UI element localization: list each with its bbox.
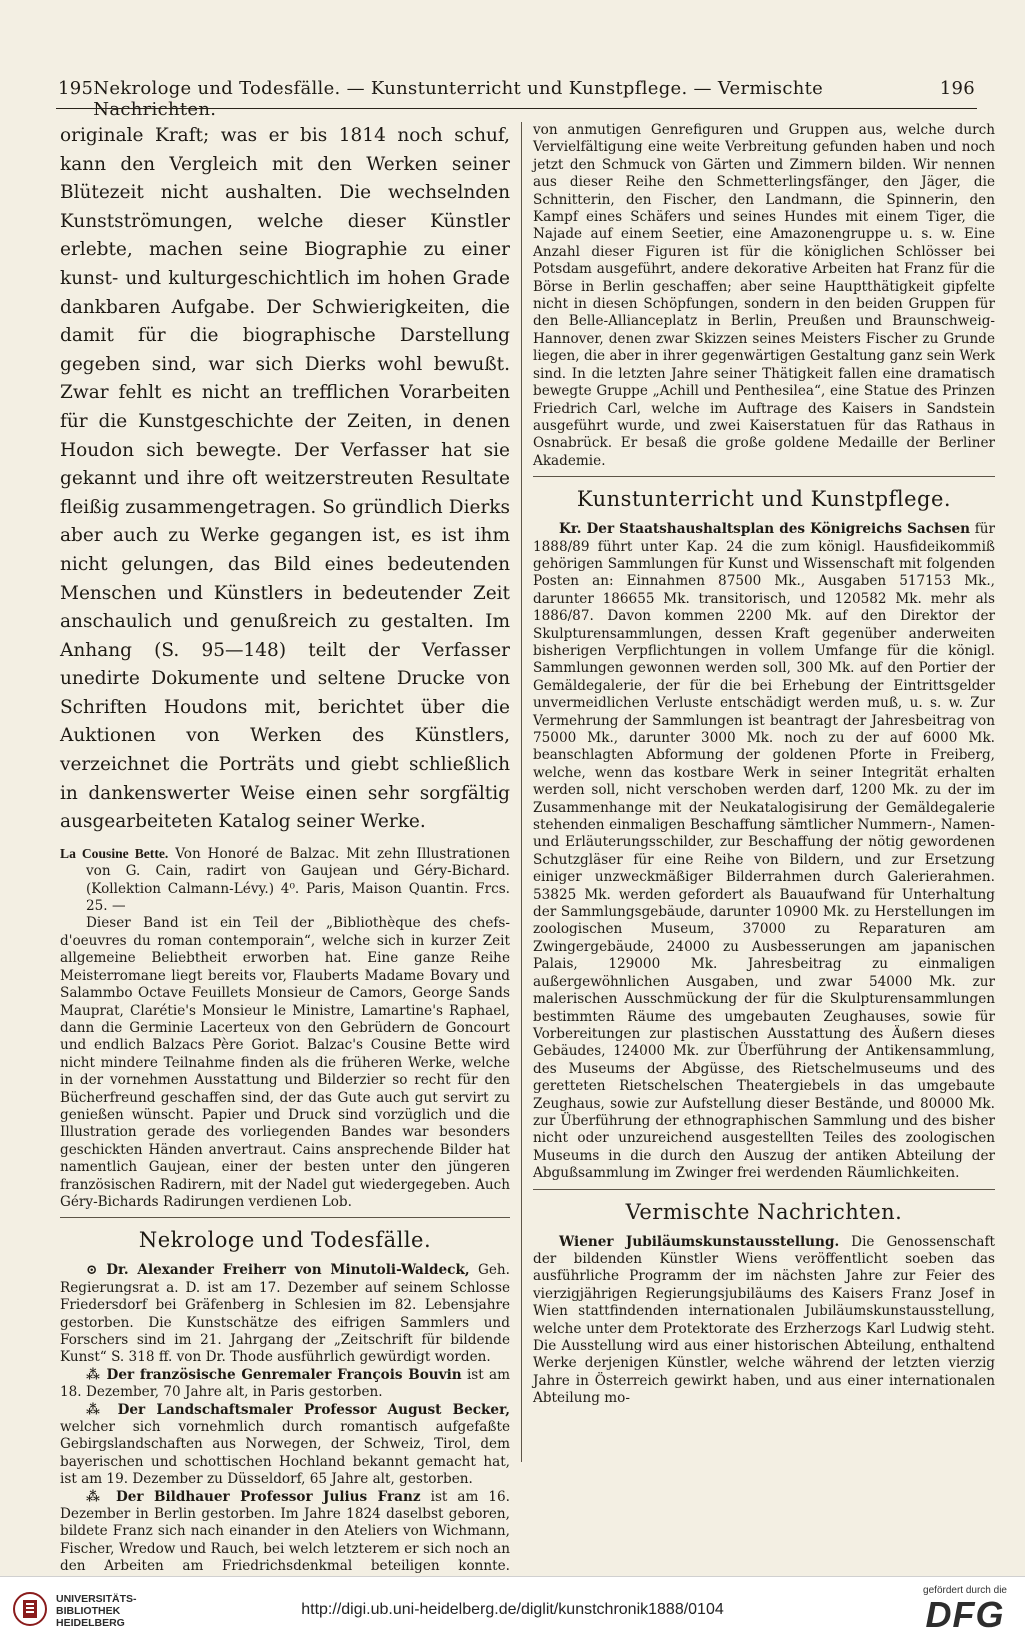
book-entry-cousine-bette	[60, 845, 510, 916]
page-number-right: 196	[939, 78, 975, 99]
article-text: für 1888/89 führt unter Kap. 24 die zum königl. Hausfideikommiß gehörigen Sammlungen für Kunst und Wissenschaft mit folgenden Posten an: Einnahmen 87500 Mk., Ausgaben 517153 Mk., darunter 186655 Mk. transitorisch, und 120582 Mk. mehr als 1886/87. Davon kommen 2200 Mk. auf den Direktor der Skulpturensammlungen, dessen Kraft gegenüber anderweiten bisherigen Verpflichtungen in vollem Umfange für die königl. Sammlungen gewonnen werden soll, 300 Mk. auf den Portier der Gemäldegalerie, der für die bei Erhebung der Eintrittsgelder unvermeidlichen Verluste entschädigt werden muß, u. s. w. Zur Vermehrung der Sammlungen ist beantragt der Jahresbeitrag von 75000 Mk., darunter 3000 Mk. noch zu der auf 6000 Mk. beanschlagten Abformung der goldenen Pforte in Freiberg, welche, wenn das kostbare Werk in seiner Integrität erhalten werden soll, nicht verschoben werden darf, 1200 Mk. zu der im Zusammenhange mit der Neukatalogisirung der Gemäldegalerie stehenden einmaligen Beschaffung sämtlicher Nummern-, Namen- und Erläuterungsschilder, zur Beschaffung der nötig gewordenen Schutzgläser für eine Reihe von Bildern, und zur Ersetzung einiger unzweckmäßiger Bilderrahmen durch Galerierahmen. 53825 Mk. werden gefordert als Bauaufwand für Unterhaltung der Sammlungsgebäude, darunter 10900 Mk. zu Herstellungen im zoologischen Museum, 37000 zu Reparaturen am Zwingergebäude, 24000 zu Ausbesserungen am japanischen Palais, 129000 Mk. Jahresbeitrag zu einmaligen außergewöhnlichen Ausgaben, und zwar 54000 Mk. zur malerischen Ausschmückung der für die Skulpturensammlungen bestimmten Räume des umgebauten Zeughauses, sowie für Vorbereitungen zur plastischen Ausstattung des Äußern dieses Gebäudes, 124000 Mk. zur Überführung der Antikensammlung, des Museums der Abgüsse, des Rietschelmuseums und des geretteten Rietschelschen Theatergiebels in das umgebaute Zeughaus, sowie zur Aufstellung dieser Bestände, und 80000 Mk. zur Überführung der ethnographischen Sammlung und des bisher nicht oder unzureichend ausgestellten Teiles des zoologischen Museums in die durch den Auszug der antiken Abteilung der Abgußsammlung im Zwinger frei werdenden Räumlichkeiten.	[533, 521, 995, 1182]
obituary-text: Geh. Regierungsrat a. D. ist am 17. Dezember auf seinem Schlosse Friedersdorf bei Gräfenberg in Schlesien im 82. Lebensjahre gestorben. Die Kunstschätze des eifrigen Sammlers und Forschers sind im 21. Jahrgang der „Zeitschrift für bildende Kunst“ S. 318 ff. von Dr. Thode ausführlich gewürdigt worden.	[60, 1262, 510, 1366]
left-column	[60, 122, 510, 1593]
obituary-text: ist am 16. Dezember in Berlin gestorben. Im Jahre 1824 daselbst geboren, bildete Franz sich nach einander in den Ateliers von Wichmann, Fischer, Wredow und Rauch, bei welch letzterem er sich noch an den Arbeiten am Friedrichsdenkmal beteiligen konnte.	[60, 1488, 510, 1575]
obituary-heading: ⁂ Der Bildhauer Professor Julius Franz	[86, 1488, 421, 1505]
book-reference: Von Honoré de Balzac. Mit zehn Illustrationen von G. Cain, radirt von Gaujean und Géry-Bichard. (Kollektion Calmann-Lévy.) 4⁰. Paris, Maison Quantin. Frcs. 25. —	[86, 845, 510, 915]
obituary-heading: ⊙ Dr. Alexander Freiherr von Minutoli-Waldeck,	[86, 1262, 470, 1279]
section-rule	[60, 1217, 510, 1218]
dfg-funding-logo: gefördert durch die DFG	[923, 1585, 1007, 1635]
book-title: La Cousine Bette.	[60, 845, 169, 861]
obituary-becker	[60, 1402, 510, 1489]
section-rule	[533, 476, 995, 477]
obituary-bouvin	[60, 1367, 510, 1402]
article-saxony-budget	[533, 521, 995, 1182]
section-rule	[533, 1189, 995, 1190]
right-column	[533, 122, 995, 1408]
obituary-heading: ⁂ Der Landschaftsmaler Professor August Becker,	[86, 1401, 510, 1418]
section-title-miscellaneous: Vermischte Nachrichten.	[625, 1199, 903, 1224]
running-title: Nekrologe und Todesfälle. — Kunstunterricht und Kunstpflege. — Vermischte Nachrichten.	[93, 78, 824, 120]
running-head	[58, 78, 975, 120]
article-heading: Wiener Jubiläumskunstausstellung.	[559, 1233, 840, 1250]
section-title-art-education: Kunstunterricht und Kunstpflege.	[576, 487, 952, 512]
book-review-text: Dieser Band ist ein Teil der „Bibliothèque des chefs-d'oeuvres du roman contemporain“, welche sich in kurzer Zeit allgemeine Beliebtheit erworben hat. Eine ganze Reihe Meisterromane liegt bereits vor, Flauberts Madame Bovary und Salammbo Octave Feuillets Monsieur de Camors, George Sands Mauprat, Clarétie's Monsieur le Ministre, Lamartine's Raphael, dann die Germinie Lacerteux von den Gebrüdern de Goncourt und endlich Balzacs Père Goriot. Balzac's Cousine Bette wird nicht mindere Teilnahme finden als die früheren Werke, welche in der vornehmen Ausstattung und Bilderzier so recht für den Bücherfreund geschaffen sind, der das Gute auch gut servirt zu genießen wünscht. Papier und Druck sind vorzüglich und die Illustration gerade des vorliegenden Bandes war besonders geschickten Händen anvertraut. Cains ansprechende Bilder hat namentlich Gaujean, einer der besten unter den jüngeren französischen Radirern, mit der Nadel gut wiedergegeben. Auch Géry-Bichards Radirungen verdienen Lob.	[60, 915, 510, 1210]
dfg-logo-icon: DFG	[925, 1594, 1005, 1635]
article-text: Die Genossenschaft der bildenden Künstler Wiens veröffentlicht soeben das ausführliche Programm der im nächsten Jahre zur Feier des vierzigjährigen Regierungsjubiläums des Kaisers Franz Josef in Wien stattfindenden internationalen Jubiläumskunstausstellung, welche unter dem Protektorate des Erzherzogs Karl Ludwig steht. Die Ausstellung wird aus einer historischen Abteilung, enthaltend Werke derjenigen Künstler, welche während der letzten vierzig Jahre in Österreich gewirkt haben, und aus einer internationalen Abteilung mo-	[533, 1233, 995, 1407]
page-number-left: 195	[58, 78, 94, 99]
header-rule	[56, 108, 977, 109]
digitization-footer	[0, 1576, 1025, 1646]
obituary-franz-continued: von anmutigen Genrefiguren und Gruppen aus, welche durch Vervielfältigung eine weite Verbreitung gefunden haben und noch jetzt den Schmuck von Gärten und Zimmern bilden. Wir nennen aus dieser Reihe den Schmetterlingsfänger, den Jäger, die Schnitterin, den Fischer, den Landmann, die Spinnerin, den Kampf eines Schäfers und seines Hundes mit einem Tiger, die Najade auf einem Seetier, eine Amazonengruppe u. s. w. Eine Anzahl dieser Figuren ist für die königlichen Schlösser bei Potsdam ausgeführt, andere dekorative Arbeiten hat Franz für die Börse in Berlin geschaffen; aber seine Hauptthätigkeit gipfelte nicht in diesen Schöpfungen, sondern in den beiden Gruppen für den Belle-Allianceplatz in Berlin, Preußen und Braunschweig-Hannover, denen zwar Skizzen seines Meisters Fischer zu Grunde liegen, die aber in ihrer gegenwärtigen Gestaltung ganz sein Werk sind. In die letzten Jahre seiner Thätigkeit fallen eine dramatisch bewegte Gruppe „Achill und Penthesilea“, eine Statue des Prinzen Friedrich Carl, welche im Auftrage des Kaisers in Sandstein ausgeführt wurde, und zwei Kaiserstatuen für das Rathaus in Osnabrück. Er besaß die große goldene Medaille der Berliner Akademie.	[533, 122, 995, 469]
column-divider	[521, 122, 522, 1462]
obituary-text: welcher sich vornehmlich durch romantisch aufgefaßte Gebirgslandschaften aus Norwegen, der Schweiz, Tirol, dem bayerischen und schottischen Hochland bekannt gemacht hat, ist am 19. Dezember zu Düsseldorf, 65 Jahre alt, gestorben.	[60, 1419, 510, 1488]
permalink-url[interactable]: http://digi.ub.uni-heidelberg.de/diglit/kunstchronik1888/0104	[301, 1601, 724, 1618]
obituary-text: ist am 18. Dezember, 70 Jahre alt, in Paris gestorben.	[60, 1366, 511, 1401]
obituary-minutoli	[60, 1262, 510, 1366]
library-name: UNIVERSITÄTS- BIBLIOTHEK HEIDELBERG	[56, 1593, 137, 1629]
review-continuation: originale Kraft; was er bis 1814 noch schuf, kann den Vergleich mit den Werken seiner Blütezeit nicht aushalten. Die wechselnden Kunstströmungen, welche dieser Künstler erlebte, machen seine Biographie zu einer kunst- und kulturgeschichtlich im hohen Grade dankbaren Aufgabe. Der Schwierigkeiten, die damit für die biographische Darstellung gegeben sind, war sich Dierks wohl bewußt. Zwar fehlt es nicht an trefflichen Vorarbeiten für die Kunstgeschichte der Zeiten, in denen Houdon sich bewegte. Der Verfasser hat sie gekannt und ihre oft weitzerstreuten Resultate fleißig zusammengetragen. So gründlich Dierks aber auch zu Werke gegangen ist, es ist ihm nicht gelungen, das Bild eines bedeutenden Menschen und Künstlers in bedeutender Zeit anschaulich und genußreich zu gestalten. Im Anhang (S. 95—148) teilt der Verfasser unedirte Dokumente und seltene Drucke von Schriften Houdons mit, berichtet über die Auktionen von Werken des Künstlers, verzeichnet die Porträts und giebt schließlich in dankenswerter Weise einen sehr sorgfältig ausgearbeiteten Katalog seiner Werke.	[60, 125, 510, 833]
article-heading: Kr. Der Staatshaushaltsplan des Königreichs Sachsen	[559, 521, 971, 538]
obituary-heading: ⁂ Der französische Genremaler François Bouvin	[86, 1366, 462, 1383]
article-vienna-exhibition	[533, 1234, 995, 1408]
section-title-obituaries: Nekrologe und Todesfälle.	[138, 1228, 432, 1253]
